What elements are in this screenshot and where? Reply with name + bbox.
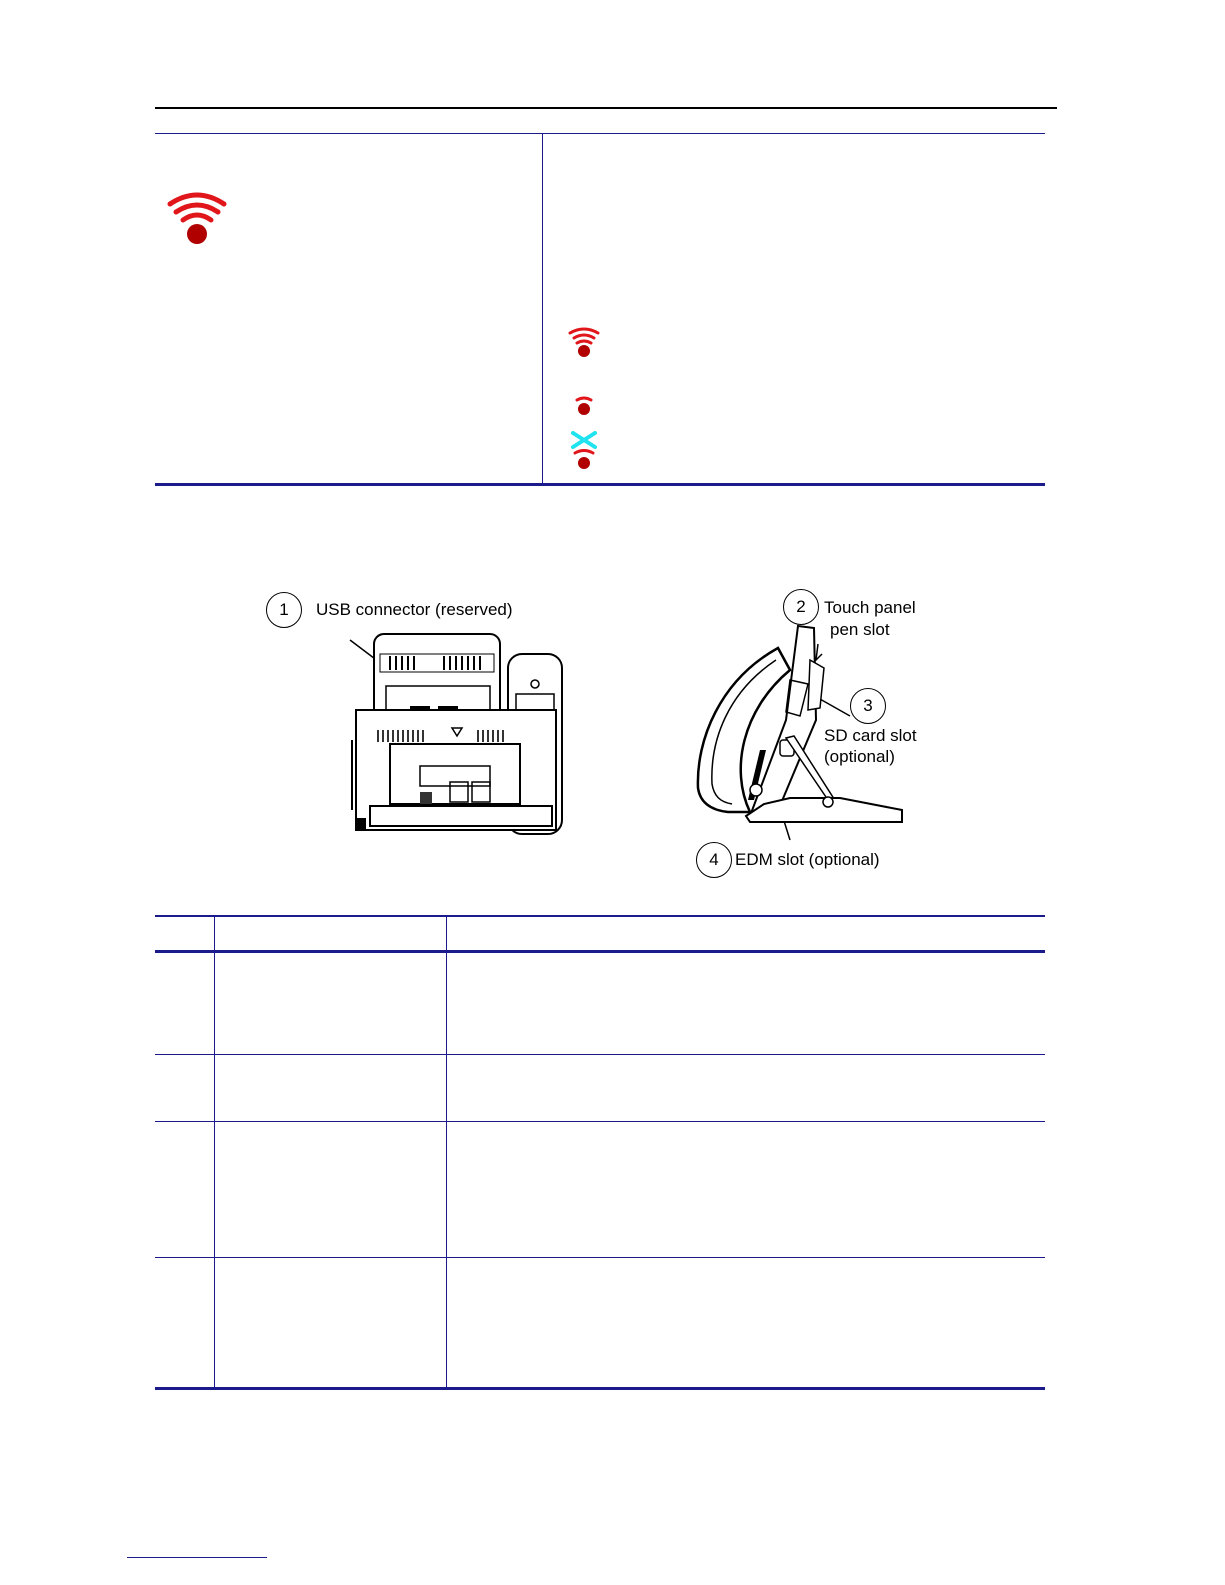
connectors-table-row-rule-3 — [155, 1257, 1045, 1258]
connectors-table-top-rule — [155, 915, 1045, 917]
callout-label-usb: USB connector (reserved) — [316, 600, 513, 619]
page-header-rule — [155, 107, 1057, 109]
wifi-disconnected-icon — [567, 431, 601, 473]
phone-back-view-illustration — [330, 620, 570, 880]
wifi-signal-medium-icon — [567, 326, 601, 360]
wifi-signal-low-icon — [567, 392, 601, 418]
callout-number-4: 4 — [696, 842, 732, 878]
callout-number-2: 2 — [783, 589, 819, 625]
connectors-table-row-rule-2 — [155, 1121, 1045, 1122]
table-column-divider — [542, 133, 543, 485]
callout-number-1: 1 — [266, 592, 302, 628]
connectors-table-col-divider-1 — [214, 915, 215, 1389]
connectors-table-row-rule-1 — [155, 1054, 1045, 1055]
phone-side-view-illustration — [690, 620, 910, 850]
callout-label-sd-optional: (optional) — [824, 747, 895, 766]
callout-label-edm-slot: EDM slot (optional) — [735, 850, 880, 869]
callout-label-sd-card: SD card slot — [824, 726, 917, 745]
table-top-rule — [155, 133, 1045, 134]
callout-number-3: 3 — [850, 688, 886, 724]
connectors-table-col-divider-2 — [446, 915, 447, 1389]
callout-label-touch-panel: Touch panel — [824, 598, 916, 617]
connectors-table-header-rule — [155, 950, 1045, 953]
connectors-table-bottom-rule — [155, 1387, 1045, 1390]
callout-label-pen-slot: pen slot — [830, 620, 890, 639]
table-bottom-rule — [155, 483, 1045, 486]
wifi-signal-full-icon — [166, 190, 228, 248]
footnote-rule — [127, 1557, 267, 1558]
